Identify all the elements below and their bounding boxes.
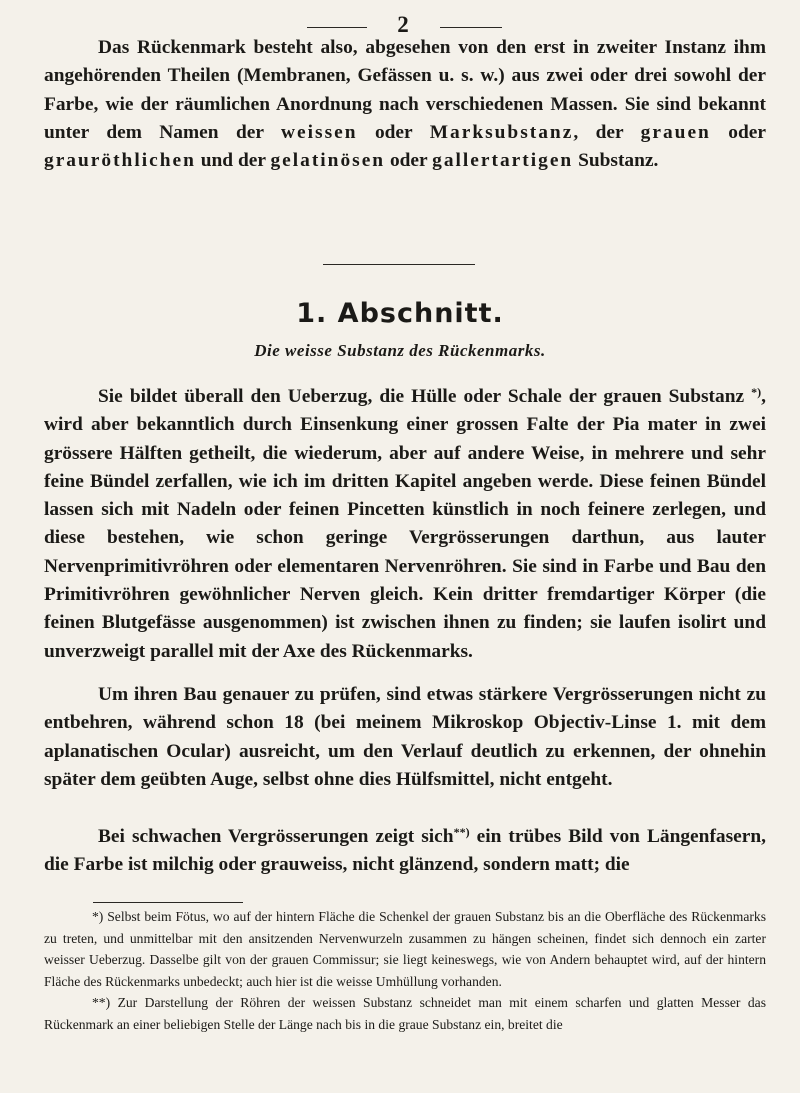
term-weissen: weissen xyxy=(281,121,358,143)
body-text-b: , wird aber bekanntlich durch Einsenkung einer grossen Falte der Pia mater in zwei grössere Hälften getheilt, die wiederum, aber auf andere Weise, in mehrere und sehr feine Bündel zerfallen, wie ich im dritten Kapitel angeben werde. Diese feinen Bündel lassen sich mit Nadeln oder feinen Pincetten künstlich in noch feinere zerlegen, und diese bestehen, wie schon geringe Vergrösserungen darthun, aus lauter Nervenprimitivröhren oder elementaren Nervenröhren. Sie sind in Farbe und Bau den Primitivröhren gewöhnlicher Nerven gleich. Kein dritter fremdartiger Körper (die feinen Blutgefässe ausgenommen) ist zwischen ihnen zu finden; sie laufen isolirt und unverzweigt parallel mit der Axe des Rückenmarks. xyxy=(44,386,766,662)
term-marksubstanz: Marksubstanz xyxy=(429,121,574,143)
body-paragraph-1 xyxy=(44,383,766,666)
header-rule-right xyxy=(440,27,502,28)
footnote-rule xyxy=(93,902,243,903)
section-divider xyxy=(323,264,475,265)
body-text-e: ein trübes Bild von Längenfasern, die Farbe ist milchig oder grauweiss, nicht glänzend, sondern matt; die xyxy=(44,826,766,876)
body-paragraph-3 xyxy=(44,823,766,880)
footnotes xyxy=(44,906,766,1035)
intro-text-g: Substanz. xyxy=(573,150,659,172)
body-paragraph-2 xyxy=(44,681,766,794)
body-text-d: Bei schwachen Vergrösserungen zeigt sich xyxy=(98,826,454,847)
footnote-marker-2: **) xyxy=(453,825,470,839)
term-gallertartigen: gallertartigen xyxy=(432,150,574,172)
section-title: 1. Abschnitt. xyxy=(296,298,504,329)
header-rule-left xyxy=(307,27,367,28)
term-grauen: grauen xyxy=(640,121,711,143)
intro-text-b: oder xyxy=(357,121,430,143)
intro-text-a: Das Rückenmark besteht also, abgesehen von den erst in zweiter Instanz ihm angehörenden Theilen (Membranen, Gefässen u. s. w.) aus zwei oder drei sowohl der Farbe, wie der räumlichen Anordnung nach verschiedenen Massen. Sie sind bekannt unter dem Namen der xyxy=(44,37,766,143)
intro-paragraph xyxy=(44,34,766,175)
body-text-c: Um ihren Bau genauer zu prüfen, sind etwas stärkere Vergrösserungen nicht zu entbehren, während schon 18 (bei meinem Mikroskop Objectiv-Linse 1. mit dem aplanatischen Ocular) ausreicht, um den Verlauf deutlich zu erkennen, der ohnehin später dem geübten Auge, selbst ohne dies Hülfsmittel, nicht entgeht. xyxy=(44,684,766,790)
intro-text-c: , der xyxy=(573,121,641,143)
section-subtitle: Die weisse Substanz des Rückenmarks. xyxy=(254,341,546,360)
footnote-2: **) Zur Darstellung der Röhren der weissen Substanz schneidet man mit einem scharfen und glatten Messer das Rückenmark an einer beliebigen Stelle der Länge nach bis in die graue Substanz ein, breitet die xyxy=(44,995,766,1032)
intro-text-f: oder xyxy=(385,150,433,172)
term-gelatinosen: gelatinösen xyxy=(270,150,386,172)
footnote-marker-1: *) xyxy=(751,385,762,399)
footnote-1: *) Selbst beim Fötus, wo auf der hintern Fläche die Schenkel der grauen Substanz bis an die Oberfläche des Rückenmarks zu treten, und unmittelbar mit den ansitzenden Nervenwurzeln zusammen zu hängen scheinen, findet sich dennoch ein zarter weisser Ueberzug. Dasselbe gilt von der grauen Commissur; sie liegt keineswegs, wie von Andern behauptet wird, auf der hintern Fläche des Rückenmarks unbedeckt; auch hier ist die weisse Umhüllung vorhanden. xyxy=(44,909,766,989)
term-graurothlichen: grauröthlichen xyxy=(44,150,196,172)
page-number: 2 xyxy=(397,12,409,37)
body-text-a: Sie bildet überall den Ueberzug, die Hülle oder Schale der grauen Substanz xyxy=(98,386,752,407)
intro-text-d: oder xyxy=(710,121,766,143)
intro-text-e: und der xyxy=(195,150,271,172)
